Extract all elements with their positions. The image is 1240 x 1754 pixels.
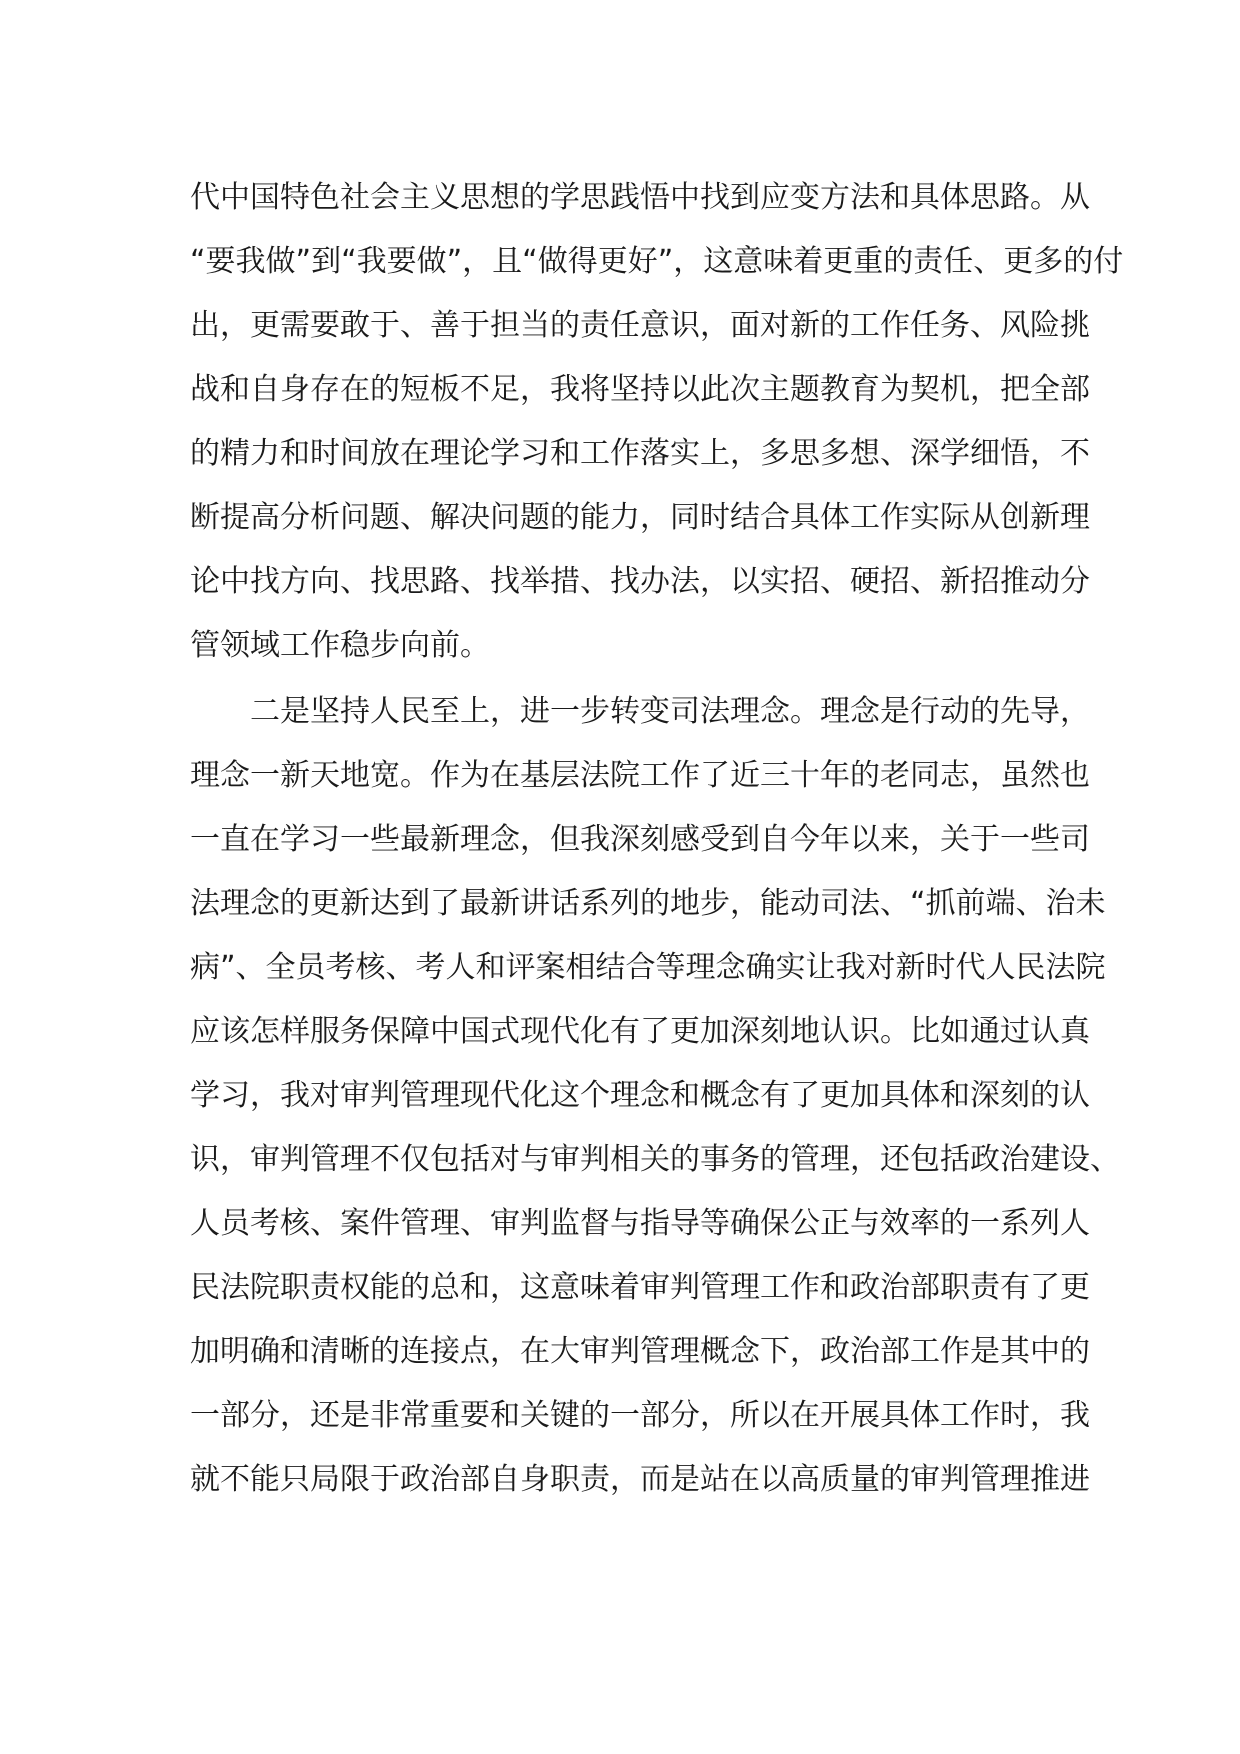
text-line: 断提高分析问题、解决问题的能力，同时结合具体工作实际从创新理 <box>190 500 1090 535</box>
text-line: 代中国特色社会主义思想的学思践悟中找到应变方法和具体思路。从 <box>190 180 1090 215</box>
paragraph <box>190 680 1120 1512</box>
text-line: 理念一新天地宽。作为在基层法院工作了近三十年的老同志，虽然也 <box>190 758 1090 793</box>
text-line: 二是坚持人民至上，进一步转变司法理念。理念是行动的先导， <box>190 694 1090 729</box>
text-line: 的精力和时间放在理论学习和工作落实上，多思多想、深学细悟，不 <box>190 436 1090 471</box>
text-line: 加明确和清晰的连接点，在大审判管理概念下，政治部工作是其中的 <box>190 1334 1090 1369</box>
text-line: 战和自身存在的短板不足，我将坚持以此次主题教育为契机，把全部 <box>190 372 1090 407</box>
text-line: 管领域工作稳步向前。 <box>190 628 490 663</box>
text-line: 论中找方向、找思路、找举措、找办法，以实招、硬招、新招推动分 <box>190 564 1090 599</box>
text-line: 一直在学习一些最新理念，但我深刻感受到自今年以来，关于一些司 <box>190 822 1090 857</box>
text-line: 一部分，还是非常重要和关键的一部分，所以在开展具体工作时，我 <box>190 1398 1090 1433</box>
text-line: 识，审判管理不仅包括对与审判相关的事务的管理，还包括政治建设、 <box>190 1142 1120 1177</box>
text-line: 法理念的更新达到了最新讲话系列的地步，能动司法、“抓前端、治未 <box>190 886 1106 921</box>
text-line: “要我做”到“我要做”，且“做得更好”，这意味着更重的责任、更多的付 <box>190 244 1124 279</box>
text-line: 学习，我对审判管理现代化这个理念和概念有了更加具体和深刻的认 <box>190 1078 1090 1113</box>
text-line: 就不能只局限于政治部自身职责，而是站在以高质量的审判管理推进 <box>190 1462 1090 1497</box>
document-body <box>190 166 1124 1512</box>
text-line: 病”、全员考核、考人和评案相结合等理念确实让我对新时代人民法院 <box>190 950 1106 985</box>
text-line: 人员考核、案件管理、审判监督与指导等确保公正与效率的一系列人 <box>190 1206 1090 1241</box>
text-line: 民法院职责权能的总和，这意味着审判管理工作和政治部职责有了更 <box>190 1270 1090 1305</box>
text-line: 应该怎样服务保障中国式现代化有了更加深刻地认识。比如通过认真 <box>190 1014 1090 1049</box>
text-line: 出，更需要敢于、善于担当的责任意识，面对新的工作任务、风险挑 <box>190 308 1090 343</box>
paragraph <box>190 166 1124 678</box>
